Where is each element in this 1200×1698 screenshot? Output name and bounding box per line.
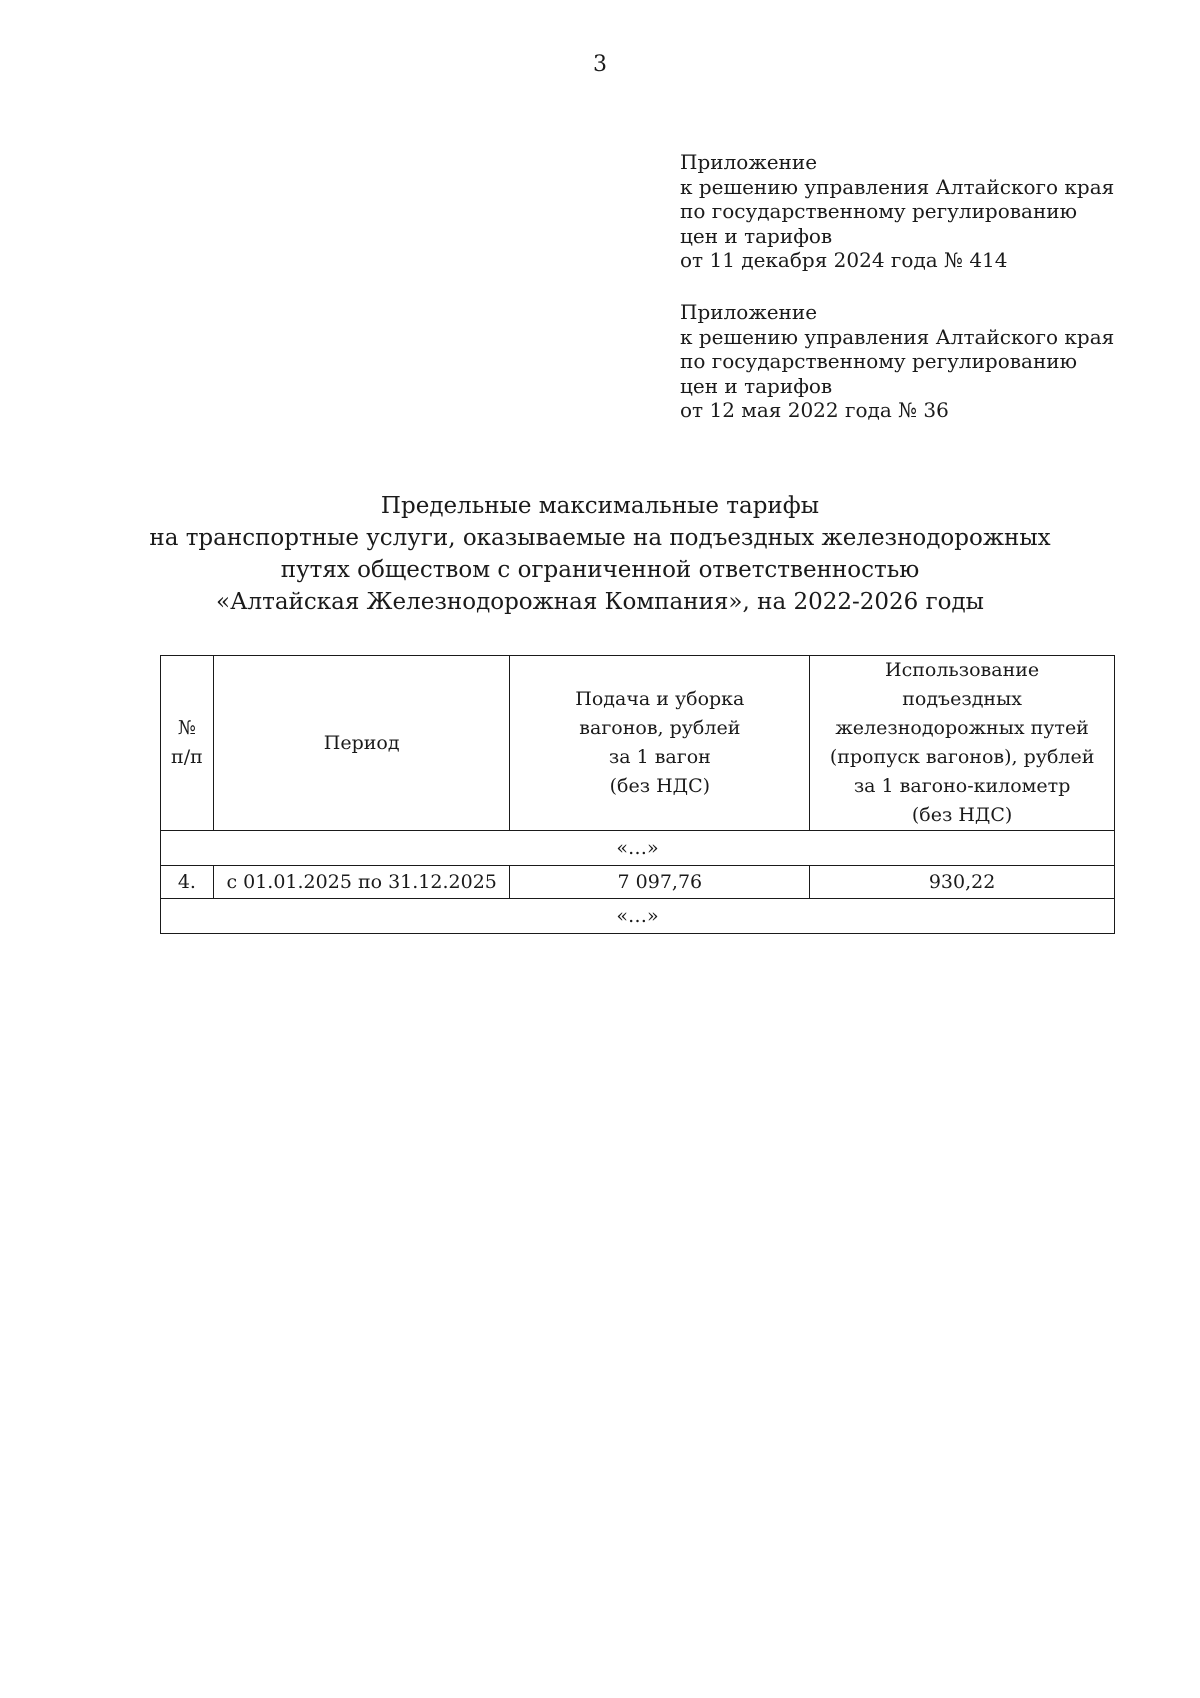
title-line: «Алтайская Железнодорожная Компания», на 2022-2026 годы bbox=[216, 589, 984, 615]
table-row-ellipsis-bottom bbox=[161, 899, 1115, 934]
appendix-line: по государственному регулированию bbox=[680, 349, 1078, 373]
title-line: на транспортные услуги, оказываемые на подъездных железнодорожных bbox=[149, 525, 1051, 551]
appendix-line: цен и тарифов bbox=[680, 373, 833, 398]
appendix-line: от 12 мая 2022 года № 36 bbox=[680, 398, 949, 422]
appendix-line: к решению управления Алтайского края bbox=[680, 174, 1115, 199]
appendix-current-decision bbox=[680, 150, 1114, 273]
ellipsis-cell: «…» bbox=[161, 831, 1115, 866]
cell-supply: 7 097,76 bbox=[510, 866, 810, 899]
table-row bbox=[161, 866, 1115, 899]
header-supply-cleaning: Подача и уборка вагонов, рублей за 1 вагон (без НДС) bbox=[510, 656, 810, 831]
appendix-line: Приложение bbox=[680, 150, 818, 174]
appendix-line: к решению управления Алтайского края bbox=[680, 324, 1115, 349]
table-header-row bbox=[161, 656, 1115, 831]
document-title bbox=[0, 490, 1200, 618]
appendix-line: Приложение bbox=[680, 300, 818, 324]
appendix-line: цен и тарифов bbox=[680, 223, 833, 248]
appendix-original-decision bbox=[680, 300, 1114, 423]
header-period: Период bbox=[213, 656, 510, 831]
appendix-line: от 11 декабря 2024 года № 414 bbox=[680, 248, 1008, 272]
title-line: Предельные максимальные тарифы bbox=[380, 493, 820, 519]
cell-num: 4. bbox=[161, 866, 214, 899]
cell-period: с 01.01.2025 по 31.12.2025 bbox=[213, 866, 510, 899]
cell-use: 930,22 bbox=[810, 866, 1115, 899]
ellipsis-cell: «…» bbox=[161, 899, 1115, 934]
header-track-usage: Использование подъездных железнодорожных путей (пропуск вагонов), рублей за 1 вагоно-километр (без НДС) bbox=[810, 656, 1115, 831]
page-number: 3 bbox=[593, 52, 607, 77]
table-row-ellipsis-top bbox=[161, 831, 1115, 866]
header-num: № п/п bbox=[161, 656, 214, 831]
title-line: путях обществом с ограниченной ответственностью bbox=[280, 557, 920, 583]
tariff-table bbox=[160, 655, 1115, 934]
appendix-line: по государственному регулированию bbox=[680, 199, 1078, 223]
